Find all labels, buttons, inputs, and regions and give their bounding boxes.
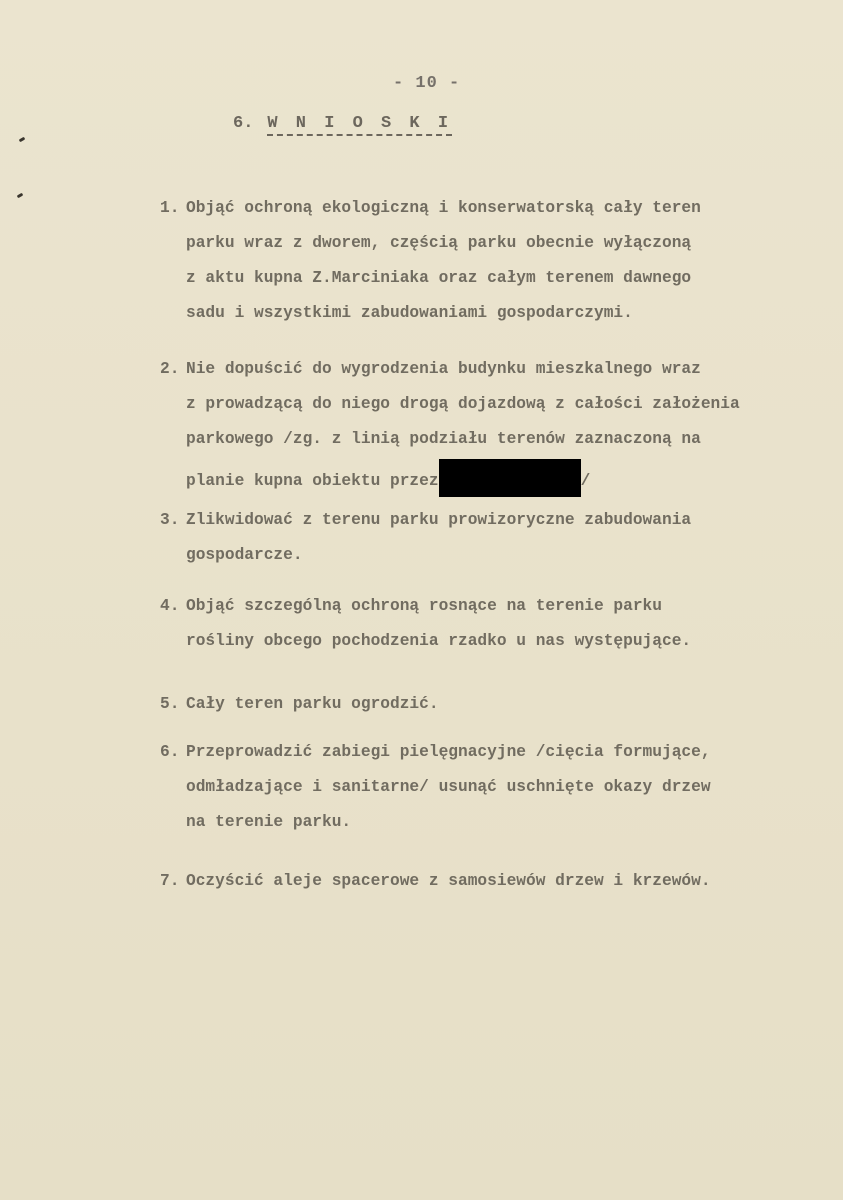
list-item [160, 505, 800, 570]
margin-mark [17, 193, 24, 199]
list-item [160, 193, 800, 328]
item-line: rośliny obcego pochodzenia rzadko u nas występujące. [186, 632, 692, 650]
list-item [160, 866, 800, 896]
item-line: odmładzające i sanitarne/ usunąć uschnięte okazy drzew [186, 778, 711, 796]
item-number: 6. [160, 743, 180, 761]
item-line: Zlikwidować z terenu parku prowizoryczne zabudowania [186, 511, 692, 529]
list-item [160, 591, 800, 656]
item-line: parku wraz z dworem, częścią parku obecnie wyłączoną [186, 234, 692, 252]
item-line-text: planie kupna obiektu przez [186, 472, 439, 490]
list-item [160, 354, 800, 497]
item-number: 7. [160, 872, 180, 890]
item-line: z aktu kupna Z.Marciniaka oraz całym terenem dawnego [186, 269, 692, 287]
item-line: sadu i wszystkimi zabudowaniami gospodarczymi. [186, 304, 633, 322]
list-item [160, 737, 800, 837]
item-line: na terenie parku. [186, 813, 352, 831]
item-line: Nie dopuścić do wygrodzenia budynku mieszkalnego wraz [186, 360, 701, 378]
list-item [160, 689, 800, 719]
redaction-box [439, 459, 581, 497]
item-number: 1. [160, 199, 180, 217]
item-line: z prowadzącą do niego drogą dojazdową z całości założenia [186, 395, 740, 413]
item-line: gospodarcze. [186, 546, 303, 564]
page-number: - 10 - [393, 74, 461, 93]
section-title: W N I O S K I [267, 114, 452, 136]
margin-mark [19, 137, 26, 143]
item-line: Przeprowadzić zabiegi pielęgnacyjne /cięcia formujące, [186, 743, 711, 761]
item-line: Oczyścić aleje spacerowe z samosiewów drzew i krzewów. [186, 872, 711, 890]
item-line: Objąć szczególną ochroną rosnące na terenie parku [186, 597, 662, 615]
section-heading [233, 114, 452, 133]
item-number: 4. [160, 597, 180, 615]
item-line: Objąć ochroną ekologiczną i konserwatorską cały teren [186, 199, 701, 217]
item-line: Cały teren parku ogrodzić. [186, 695, 439, 713]
closing-slash: / [580, 472, 591, 490]
item-line: parkowego /zg. z linią podziału terenów zaznaczoną na [186, 430, 701, 448]
item-line [186, 459, 800, 497]
item-number: 3. [160, 511, 180, 529]
item-number: 5. [160, 695, 180, 713]
item-number: 2. [160, 360, 180, 378]
section-number: 6. [233, 114, 254, 133]
